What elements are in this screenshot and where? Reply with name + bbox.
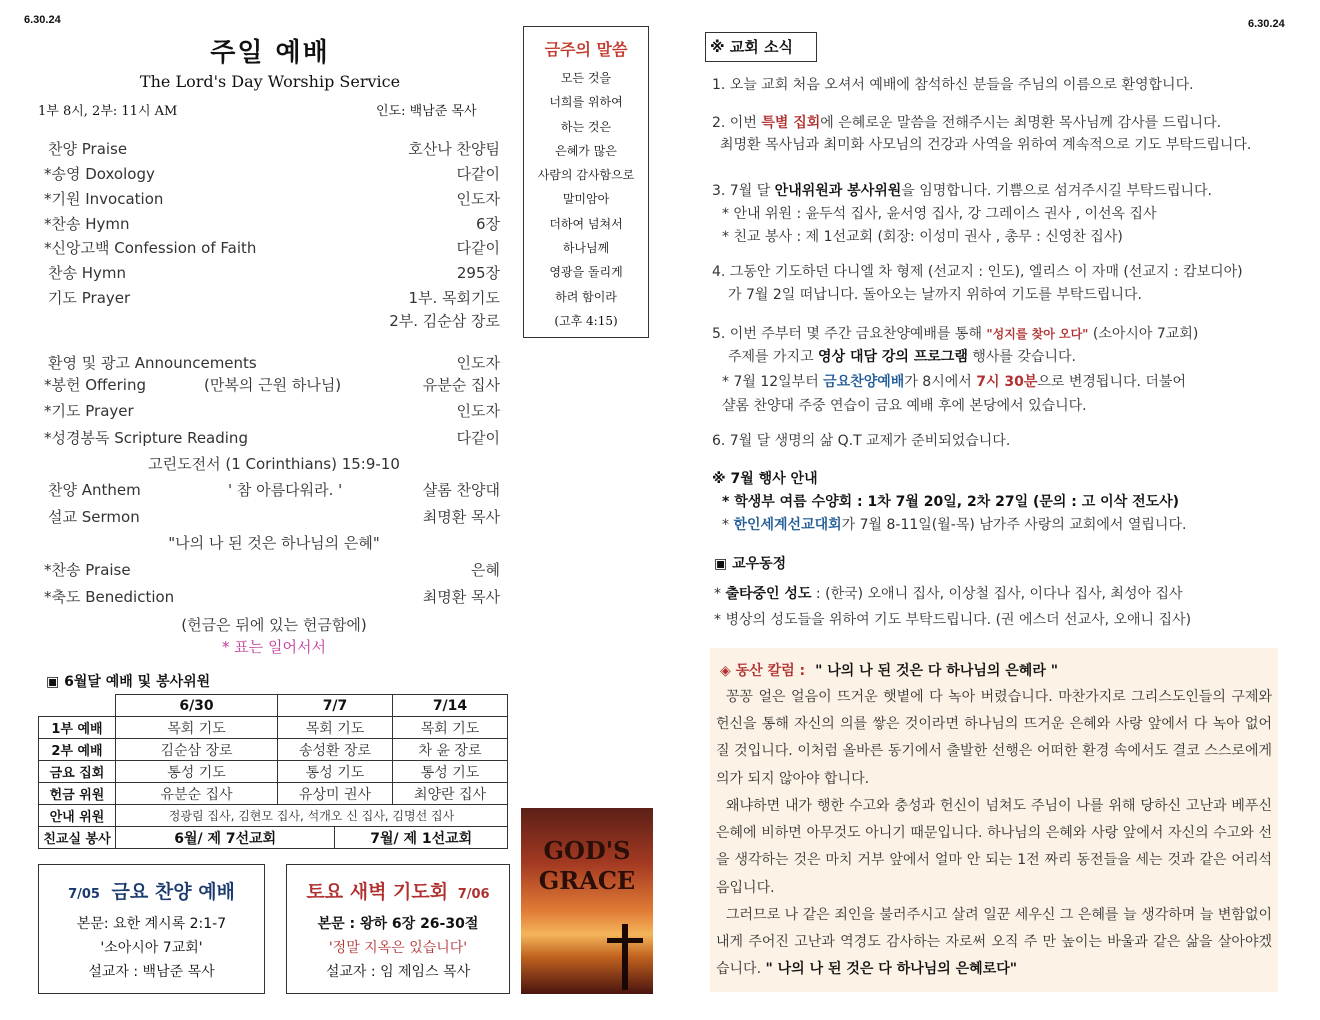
scripture-reference: 고린도전서 (1 Corinthians) 15:9-10 (148, 455, 400, 473)
news-item-5-schedule: * 7월 12일부터 금요찬양예배가 8시에서 7시 30분으로 변경됩니다. 더불어 (722, 374, 1186, 390)
order-note: (만복의 근원 하나님) (204, 376, 342, 394)
verse-line: 너희를 위하여 (549, 95, 623, 110)
anthem-title: ' 참 아름다워라. ' (228, 481, 343, 499)
column-quote: " 나의 나 된 것은 다 하나님의 은혜라 " (815, 663, 1059, 679)
order-row (48, 287, 500, 309)
verse-line: 더하여 넘쳐서 (549, 216, 623, 231)
friday-title: 금요 찬양 예배 (111, 881, 235, 903)
verse-line: 모든 것을 (560, 71, 612, 85)
order-leader: 샬롬 찬양대 (422, 481, 500, 499)
verse-line: 영광을 돌리게 (549, 265, 623, 280)
order-row (44, 400, 500, 422)
table-cell: 통성 기도 (392, 761, 507, 783)
verse-line: 하나님께 (562, 241, 610, 256)
church-news-title: ※ 교회 소식 (705, 32, 817, 62)
order-row (44, 427, 500, 449)
news-item-2-cont: 최명환 목사님과 최미화 사모님의 건강과 사역을 위하여 계속적으로 기도 부탁드립니다. (720, 137, 1252, 153)
table-cell: 목회 기도 (116, 717, 278, 739)
order-item: *기도 Prayer (44, 402, 134, 420)
verse-line: 하는 것은 (560, 119, 612, 134)
order-leader: 6장 (475, 215, 500, 233)
order-item: *축도 Benediction (44, 588, 175, 606)
order-leader: 다같이 (456, 429, 500, 447)
order-item: 찬양 Anthem (48, 481, 141, 499)
order-row (44, 586, 500, 608)
row-label: 헌금 위원 (39, 783, 116, 805)
order-leader: 인도자 (456, 354, 500, 372)
saturday-date: 7/06 (457, 887, 490, 902)
saturday-preacher: 설교자 : 임 제임스 목사 (325, 964, 471, 980)
order-row (48, 138, 500, 160)
verse-reference: (고후 4:15) (554, 313, 618, 328)
order-row (48, 352, 500, 374)
order-leader: 인도자 (456, 190, 500, 208)
saturday-title: 토요 새벽 기도회 (306, 881, 449, 903)
order-row (44, 213, 500, 235)
saturday-prayer-box (286, 864, 510, 994)
news-item-5-choir: 샬롬 찬양대 주중 연습이 금요 예배 후에 본당에서 있습니다. (722, 398, 1087, 414)
july-event-2: * 한인세계선교대회가 7월 8-11일(월-목) 남가주 사랑의 교회에서 열립니다. (722, 517, 1187, 533)
order-leader: 최명환 목사 (422, 508, 500, 526)
news-item-3-fellowship: * 친교 봉사 : 제 1선교회 (회장: 이성미 권사 , 총무 : 신영찬 집사) (722, 229, 1123, 245)
news-highlight: 영상 대담 강의 프로그램 (818, 349, 968, 365)
news-highlight: 한인세계선교대회 (733, 517, 842, 533)
order-leader: 다같이 (456, 239, 500, 257)
table-header-row (39, 695, 508, 717)
news-item-2: 2. 이번 특별 집회에 은혜로운 말씀을 전해주시는 최명환 목사님께 감사를 드립니다. (712, 115, 1222, 131)
cross-icon (605, 924, 645, 990)
order-row (48, 614, 500, 636)
order-row (44, 188, 500, 210)
order-row (48, 506, 500, 528)
news-highlight: 특별 집회 (761, 115, 821, 131)
order-leader: 은혜 (471, 561, 500, 579)
gods-grace-image (521, 808, 653, 994)
date-right: 6.30.24 (1248, 18, 1285, 30)
news-highlight: 7시 30분 (976, 374, 1038, 390)
order-leader: 호산나 찬양팀 (408, 140, 500, 158)
order-item: *성경봉독 Scripture Reading (44, 429, 248, 447)
weekly-verse-text (524, 66, 648, 333)
order-leader: 인도자 (456, 402, 500, 420)
members-traveling: * 출타중인 성도 : (한국) 오애니 집사, 이상철 집사, 이다나 집사, 최성아 집사 (714, 586, 1183, 602)
row-label: 1부 예배 (39, 717, 116, 739)
table-cell: 유상미 권사 (278, 783, 393, 805)
order-leader: 다같이 (456, 165, 500, 183)
service-times: 1부 8시, 2부: 11시 AM (38, 104, 178, 119)
table-row (39, 761, 508, 783)
service-title-korean: 주일 예배 (210, 38, 330, 68)
order-item: 설교 Sermon (48, 508, 140, 526)
friday-subtitle: '소아시아 7교회' (100, 940, 203, 956)
members-news-title: ▣ 교우동정 (714, 556, 787, 572)
table-cell: 송성환 장로 (278, 739, 393, 761)
order-row (48, 262, 500, 284)
friday-date: 7/05 (68, 887, 100, 902)
news-highlight: 출타중인 성도 (725, 586, 812, 602)
column-header: 6/30 (116, 695, 278, 717)
church-news (712, 72, 1272, 632)
news-item-5-cont: 주제를 가지고 영상 대담 강의 프로그램 행사를 갖습니다. (728, 349, 1076, 365)
grace-line1: GOD'S (543, 836, 631, 865)
news-item-4: 4. 그동안 기도하던 다니엘 차 형제 (선교지 : 인도), 엘리스 이 자매 (선교지 : 캄보디아) (712, 264, 1243, 280)
order-item: *기원 Invocation (44, 190, 164, 208)
saturday-subtitle: '정말 지옥은 있습니다' (328, 940, 468, 956)
weekly-verse-title: 금주의 말씀 (544, 40, 628, 59)
order-leader: 유분순 집사 (422, 376, 500, 394)
order-leader: 1부. 목회기도 (408, 289, 500, 307)
verse-line: 하려 함이라 (555, 289, 617, 304)
order-item: 찬양 Praise (48, 140, 128, 158)
table-cell: 차 윤 장로 (392, 739, 507, 761)
column-box (710, 648, 1278, 992)
order-item: *신앙고백 Confession of Faith (44, 239, 257, 257)
column-paragraph: 그러므로 나 같은 죄인을 불러주시고 살려 일꾼 세우신 그 은혜를 늘 생각하며 늘 변함없이 내게 주어진 고난과 역경도 감사하는 자로써 오직 주 만 높이는 바울과 같은 삶을 살아야겠습니다. " 나의 나 된 것은 다 하나님의 은혜로다" (716, 907, 1272, 978)
order-leader: 최명환 목사 (422, 588, 500, 606)
order-row (48, 479, 500, 501)
order-leader: 2부. 김순삼 장로 (389, 312, 500, 330)
order-row (44, 374, 500, 396)
order-leader: 295장 (456, 264, 500, 282)
table-row (39, 739, 508, 761)
saturday-text: 본문 : 왕하 6장 26-30절 (317, 916, 479, 932)
order-item: 환영 및 광고 Announcements (48, 354, 257, 372)
table-row (39, 805, 508, 827)
news-item-6: 6. 7월 달 생명의 삶 Q.T 교제가 준비되었습니다. (712, 433, 1011, 449)
friday-text: 본문: 요한 계시록 2:1-7 (76, 916, 227, 932)
news-item-5: 5. 이번 주부터 몇 주간 금요찬양예배를 통해 "성지를 찾아 오다" (소아시아 7교회) (712, 326, 1199, 342)
order-of-service (44, 138, 500, 658)
order-item: 기도 Prayer (48, 289, 131, 307)
table-cell: 6월/ 제 7선교회 (116, 827, 335, 849)
verse-line: 사람의 감사함으로 (537, 168, 635, 183)
news-highlight: "성지를 찾아 오다" (986, 327, 1089, 341)
offering-note: (헌금은 뒤에 있는 헌금함에) (181, 616, 367, 634)
news-item-3-ushers: * 안내 위원 : 윤두석 집사, 윤서영 집사, 강 그레이스 권사 , 이선옥 집사 (722, 206, 1157, 222)
grace-line2: GRACE (538, 866, 636, 895)
order-row (48, 310, 500, 332)
standing-note: * 표는 일어서서 (222, 638, 326, 656)
row-label: 친교실 봉사 (39, 827, 116, 849)
weekly-verse-box (523, 26, 649, 338)
order-row (48, 453, 500, 475)
service-title-english: The Lord's Day Worship Service (139, 72, 401, 91)
column-header: 7/14 (392, 695, 507, 717)
table-cell: 최양란 집사 (392, 783, 507, 805)
column-closing: " 나의 나 된 것은 다 하나님의 은혜로다" (765, 961, 1018, 978)
table-row (39, 717, 508, 739)
column-heading (720, 660, 1058, 680)
news-item-3: 3. 7월 달 안내위원과 봉사위원을 임명합니다. 기쁨으로 섬겨주시길 부탁드립니다. (712, 183, 1212, 199)
table-cell: 목회 기도 (392, 717, 507, 739)
table-cell: 김순삼 장로 (116, 739, 278, 761)
members-prayer: * 병상의 성도들을 위하여 기도 부탁드립니다. (권 에스더 선교사, 오애니 집사) (714, 612, 1192, 628)
order-item: *찬송 Praise (44, 561, 131, 579)
news-item-1: 1. 오늘 교회 처음 오셔서 예배에 참석하신 분들을 주님의 이름으로 환영합니다. (712, 77, 1194, 93)
column-header: 7/7 (278, 695, 393, 717)
table-cell: 통성 기도 (116, 761, 278, 783)
row-label: 2부 예배 (39, 739, 116, 761)
column-label: ◈ 동산 칼럼 : (720, 663, 806, 679)
table-cell: 통성 기도 (278, 761, 393, 783)
july-events-title: ※ 7월 행사 안내 (712, 471, 818, 487)
order-item: 찬송 Hymn (48, 264, 127, 282)
table-row (39, 827, 508, 849)
news-highlight: 안내위원과 봉사위원 (774, 183, 902, 199)
service-schedule-table (38, 694, 508, 849)
order-item: *송영 Doxology (44, 165, 155, 183)
table-cell: 정광림 집사, 김현모 집사, 석개오 신 집사, 김명선 집사 (116, 805, 508, 827)
column-paragraph: 꽁꽁 얼은 얼음이 뜨거운 햇볕에 다 녹아 버렸습니다. 마찬가지로 그리스도인들의 구제와 헌신을 통해 자신의 의를 쌓은 것이라면 하나님의 뜨거운 은혜와 사랑 앞에서 다 녹아 없어질 것입니다. 이처럼 올바른 동기에서 출발한 선행은 어떠한 환경 속에서도 결코 스스로에게 의가 되지 않아야 합니다. (716, 689, 1272, 787)
order-row (44, 559, 500, 581)
service-table-title: ▣ 6월달 예배 및 봉사위원 (46, 674, 211, 690)
presiding-pastor: 인도: 백남준 목사 (376, 104, 477, 119)
order-row (48, 636, 500, 658)
row-label: 안내 위원 (39, 805, 116, 827)
table-cell: 유분순 집사 (116, 783, 278, 805)
order-item: *봉헌 Offering (44, 376, 146, 394)
row-label: 금요 집회 (39, 761, 116, 783)
order-row (44, 163, 500, 185)
table-cell: 7월/ 제 1선교회 (335, 827, 508, 849)
table-cell: 목회 기도 (278, 717, 393, 739)
sermon-title: "나의 나 된 것은 하나님의 은혜" (168, 534, 380, 552)
friday-worship-box (38, 864, 265, 994)
table-row (39, 783, 508, 805)
order-row (48, 532, 500, 554)
verse-line: 말미암아 (562, 192, 610, 207)
column-paragraph: 왜냐하면 내가 행한 수고와 충성과 헌신이 넘쳐도 주님이 나를 위해 당하신 고난과 베푸신 은혜에 비하면 아무것도 아니기 때문입니다. 하나님의 은혜와 사랑 앞에서 자신의 수고와 선을 생각하는 것은 마치 거부 앞에서 얼마 안 되는 1전 짜리 동전들을 세는 것과 같은 어리석음입니다. (716, 798, 1272, 896)
news-highlight: 금요찬양예배 (823, 374, 905, 390)
verse-line: 은혜가 많은 (555, 143, 617, 158)
date-left: 6.30.24 (24, 14, 61, 26)
july-event-1: * 학생부 여름 수양회 : 1차 7월 20일, 2차 27일 (문의 : 고 이삭 전도사) (722, 494, 1180, 510)
order-row (44, 237, 500, 259)
friday-preacher: 설교자 : 백남준 목사 (88, 964, 215, 980)
order-item: *찬송 Hymn (44, 215, 130, 233)
news-item-4-cont: 가 7월 2일 떠납니다. 돌아오는 날까지 위하여 기도를 부탁드립니다. (728, 287, 1142, 303)
